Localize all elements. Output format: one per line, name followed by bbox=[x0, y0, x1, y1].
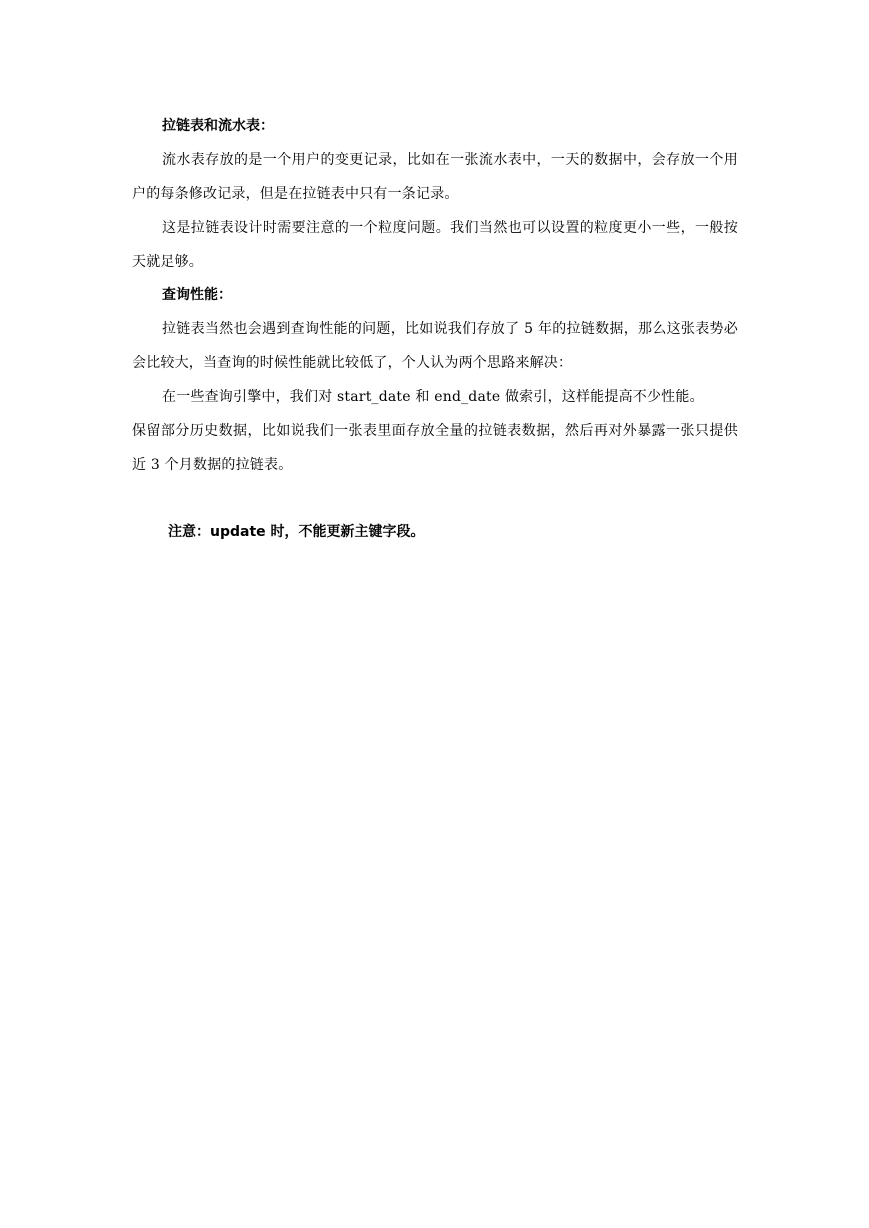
section-heading-query-performance: 查询性能： bbox=[162, 287, 232, 303]
paragraph-performance-issue: 拉链表当然也会遇到查询性能的问题，比如说我们存放了 5 年的拉链数据，那么这张表势必会比较大，当查询的时候性能就比较低了，个人认为两个思路来解决： bbox=[132, 321, 738, 371]
section-heading-zipper-vs-flow: 拉链表和流水表： bbox=[162, 118, 274, 134]
update-note: 注意：update 时，不能更新主键字段。 bbox=[168, 524, 425, 540]
paragraph-granularity: 这是拉链表设计时需要注意的一个粒度问题。我们当然也可以设置的粒度更小一些，一般按天就足够。 bbox=[132, 220, 738, 270]
paragraph-flow-table: 流水表存放的是一个用户的变更记录，比如在一张流水表中，一天的数据中，会存放一个用户的每条修改记录，但是在拉链表中只有一条记录。 bbox=[132, 152, 738, 202]
paragraph-history-solution: 保留部分历史数据，比如说我们一张表里面存放全量的拉链表数据，然后再对外暴露一张只提供近 3 个月数据的拉链表。 bbox=[132, 423, 738, 473]
paragraph-index-solution: 在一些查询引擎中，我们对 start_date 和 end_date 做索引，这样能提高不少性能。 bbox=[162, 389, 704, 405]
document-body bbox=[132, 110, 738, 482]
